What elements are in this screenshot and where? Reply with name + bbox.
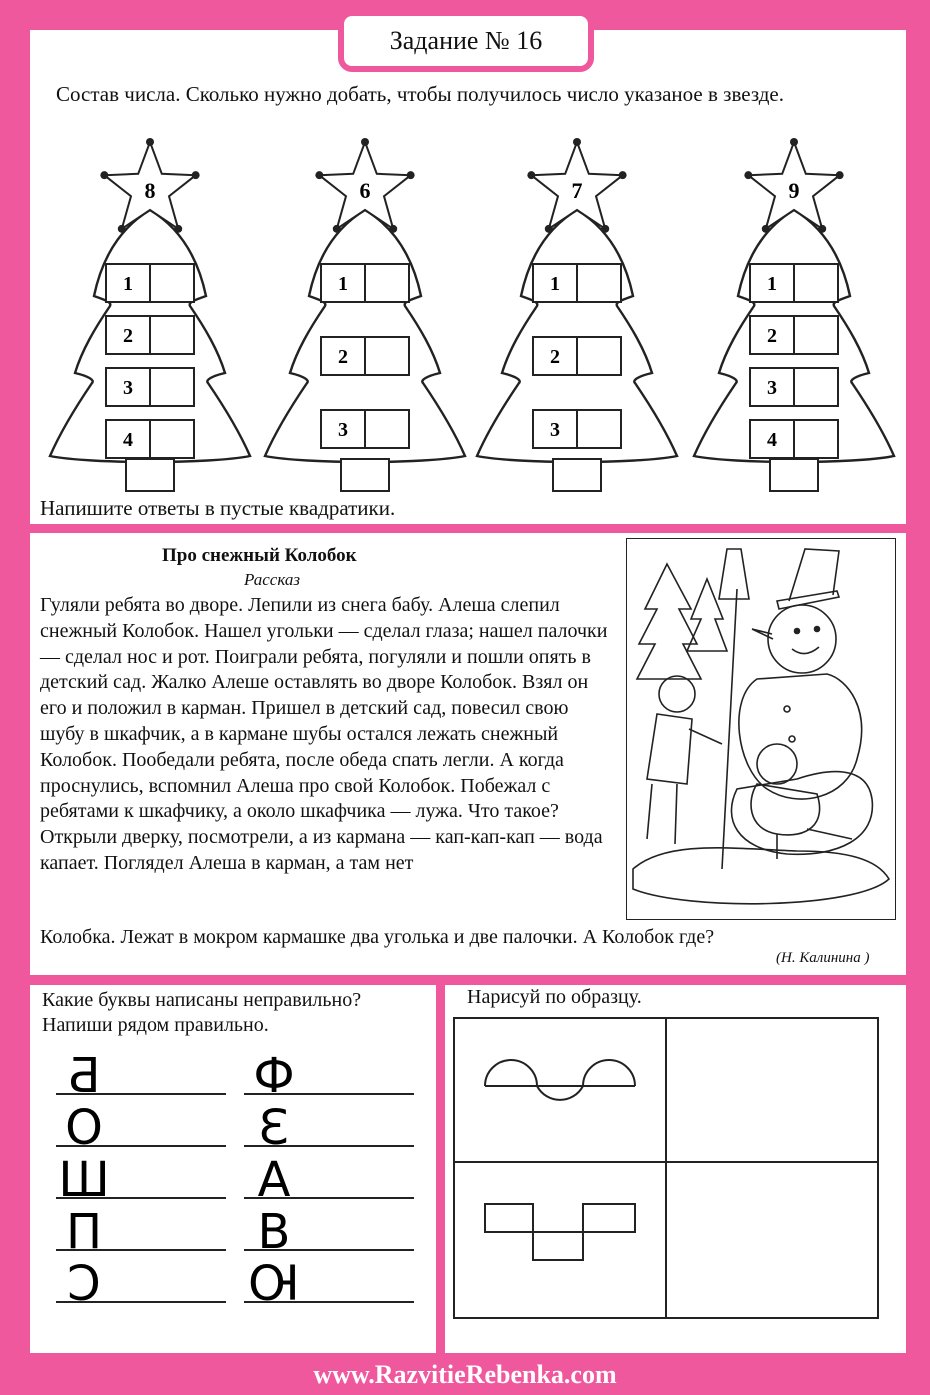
tree-2 [265, 138, 465, 491]
letter-left: С [67, 1256, 101, 1312]
given-number: 4 [767, 429, 777, 451]
tree-row [106, 264, 194, 302]
tree-trunk [770, 459, 818, 491]
star-tip-dot [118, 225, 126, 233]
tree-row [106, 316, 194, 354]
letters-question-line1: Какие буквы написаны неправильно? [42, 989, 362, 1011]
given-number: 3 [550, 419, 560, 441]
given-number: 2 [123, 325, 133, 347]
given-number: 2 [767, 325, 777, 347]
star-tip-dot [333, 225, 341, 233]
letter-left: Ш [58, 1152, 110, 1208]
story-last-line: Колобка. Лежат в мокром кармашке два уголька и две палочки. А Колобок где? [40, 926, 715, 948]
tree-row [750, 316, 838, 354]
steps-sample [485, 1204, 635, 1260]
answer-box[interactable] [365, 337, 409, 375]
star-tip-dot [744, 171, 752, 179]
given-number: 2 [550, 346, 560, 368]
answer-box[interactable] [794, 368, 838, 406]
answer-box[interactable] [365, 264, 409, 302]
page-title: Задание № 16 [338, 10, 594, 72]
given-number: 1 [550, 273, 560, 295]
letter-left: П [65, 1204, 103, 1260]
letter-left: Б [67, 1048, 101, 1104]
story-genre: Рассказ [244, 570, 300, 589]
christmas-trees [30, 118, 906, 498]
given-number: 1 [123, 273, 133, 295]
snowman-illustration [626, 538, 896, 920]
letter-right: В [257, 1204, 291, 1260]
answer-note: Напишите ответы в пустые квадратики. [40, 496, 396, 520]
tree-trunk [341, 459, 389, 491]
tree-row [321, 410, 409, 448]
tree-row [106, 420, 194, 458]
star-tip-dot [146, 138, 154, 146]
tree-row [533, 264, 621, 302]
snowman-icon [627, 539, 895, 919]
answer-box[interactable] [794, 420, 838, 458]
star-tip-dot [619, 171, 627, 179]
story-author: (Н. Калинина ) [776, 950, 870, 966]
answer-box[interactable] [794, 316, 838, 354]
star-tip-dot [174, 225, 182, 233]
star-tip-dot [407, 171, 415, 179]
star-number: 7 [571, 178, 583, 203]
story-title: Про снежный Колобок [162, 545, 357, 566]
tree-trunk [553, 459, 601, 491]
tree-3 [477, 138, 677, 491]
star-tip-dot [315, 171, 323, 179]
letter-right: А [257, 1152, 291, 1208]
footer-url[interactable]: www.RazvitieRebenka.com [313, 1360, 617, 1389]
star-tip-dot [361, 138, 369, 146]
letters-question-line2: Напиши рядом правильно. [42, 1014, 269, 1036]
letter-right: З [258, 1100, 290, 1156]
drawing-grid [445, 1010, 906, 1340]
tree-1 [50, 138, 250, 491]
given-number: 3 [338, 419, 348, 441]
number-task-instruction: Состав числа. Сколько нужно добать, чтобы получилось число указаное в звезде. [56, 82, 784, 106]
answer-box[interactable] [794, 264, 838, 302]
letter-left: О [65, 1100, 103, 1156]
star-tip-dot [601, 225, 609, 233]
star-tip-dot [818, 225, 826, 233]
given-number: 1 [338, 273, 348, 295]
tree-row [106, 368, 194, 406]
answer-box[interactable] [577, 264, 621, 302]
tree-row [750, 420, 838, 458]
letter-right: Ю [248, 1256, 300, 1312]
given-number: 4 [123, 429, 133, 451]
answer-box[interactable] [150, 368, 194, 406]
answer-box[interactable] [577, 337, 621, 375]
star-tip-dot [573, 138, 581, 146]
star-number: 6 [359, 178, 371, 203]
star-tip-dot [836, 171, 844, 179]
given-number: 3 [123, 377, 133, 399]
star-tip-dot [100, 171, 108, 179]
star-tip-dot [389, 225, 397, 233]
answer-box[interactable] [150, 316, 194, 354]
answer-box[interactable] [577, 410, 621, 448]
story-text: Гуляли ребята во дворе. Лепили из снега бабу. Алеша слепил снежный Колобок. Нашел угольки — сделал глаза; нашел палочки — сделал нос и рот. Поиграли ребята, погуляли и пошли опять в детский сад. Жалко Алеше оставлять во дворе Колобок. Взял он его и положил в карман. Пришел в детский сад, повесил свою шубу в шкафчик, а в кармане шубы остался лежать снежный Колобок. Пообедали ребята, после обеда спать легли. А когда проснулись, вспомнил Алеша про свой Колобок. Побежал с ребятами к шкафчику, а около шкафчика — лужа. Что такое? Открыли дверку, посмотрели, а из кармана — кап-кап-кап — вода капает. Поглядел Алеша в карман, а там нет [40, 594, 608, 874]
tree-row [750, 264, 838, 302]
star-tip-dot [545, 225, 553, 233]
letters-worksheet [30, 1040, 436, 1350]
star-tip-dot [527, 171, 535, 179]
tree-row [533, 410, 621, 448]
tree-trunk [126, 459, 174, 491]
star-tip-dot [762, 225, 770, 233]
given-number: 3 [767, 377, 777, 399]
drawing-instruction: Нарисуй по образцу. [467, 986, 642, 1008]
given-number: 2 [338, 346, 348, 368]
star-number: 8 [144, 178, 156, 203]
star-tip-dot [790, 138, 798, 146]
tree-row [321, 264, 409, 302]
tree-row [533, 337, 621, 375]
given-number: 1 [767, 273, 777, 295]
letter-right: Ф [253, 1048, 295, 1104]
tree-row [750, 368, 838, 406]
star-tip-dot [192, 171, 200, 179]
tree-row [321, 337, 409, 375]
answer-box[interactable] [150, 420, 194, 458]
letters-question [42, 988, 361, 1038]
tree-4 [694, 138, 894, 491]
wave-sample [485, 1060, 635, 1100]
star-number: 9 [788, 178, 800, 203]
answer-box[interactable] [365, 410, 409, 448]
answer-box[interactable] [150, 264, 194, 302]
